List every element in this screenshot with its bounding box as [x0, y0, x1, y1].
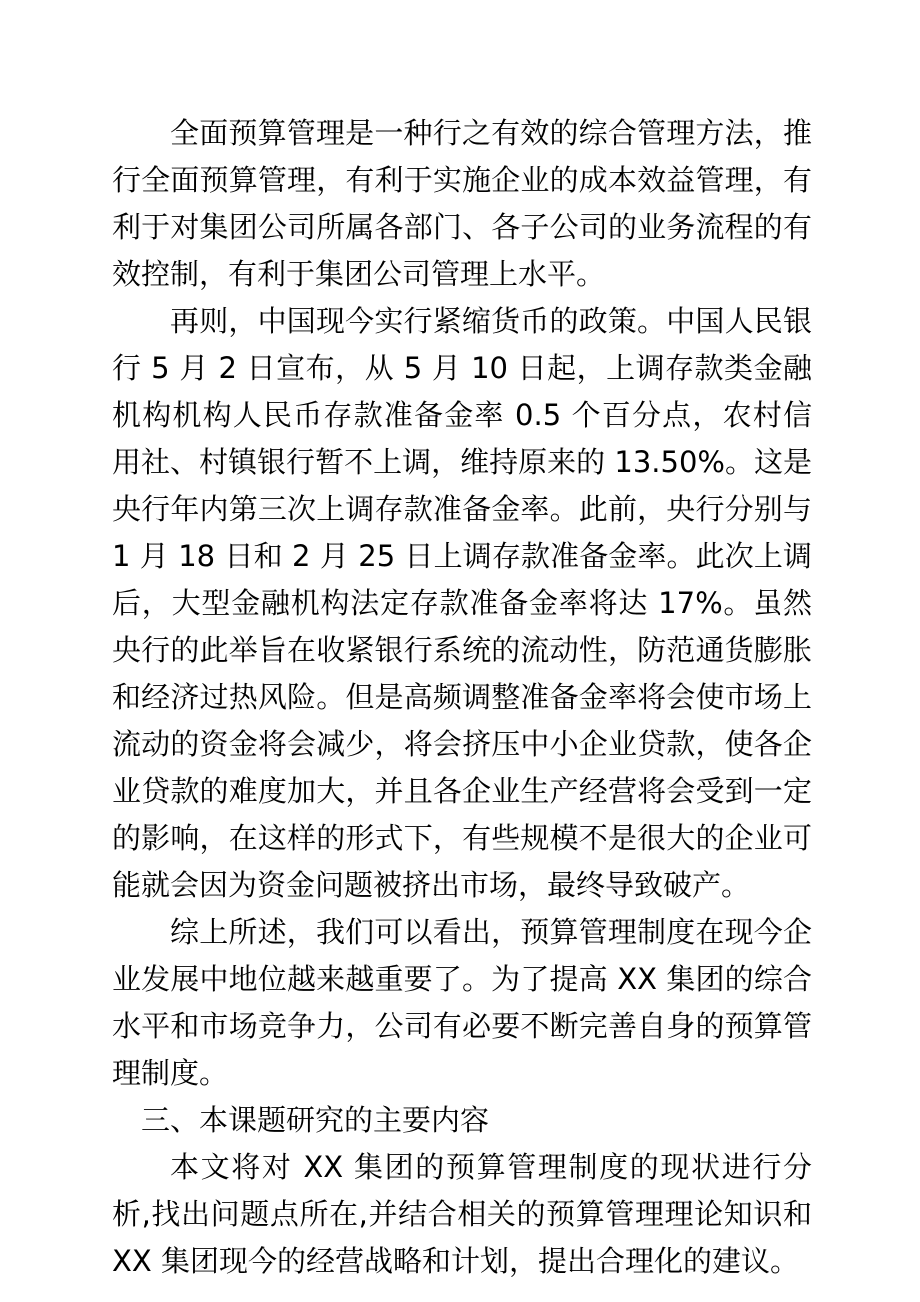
paragraph-summary: 综上所述，我们可以看出，预算管理制度在现今企业发展中地位越来越重要了。为了提高 XX 集团的综合水平和市场竞争力，公司有必要不断完善自身的预算管理制度。 — [112, 915, 812, 1090]
paragraph-budget-management: 全面预算管理是一种行之有效的综合管理方法，推行全面预算管理，有利于实施企业的成本效益管理，有利于对集团公司所属各部门、各子公司的业务流程的有效控制，有利于集团公司管理上水平。 — [112, 116, 812, 291]
document-body — [112, 110, 822, 1285]
paragraph-research-content: 本文将对 XX 集团的预算管理制度的现状进行分析,找出问题点所在,并结合相关的预算管理理论知识和 XX 集团现今的经营战略和计划，提出合理化的建议。 — [112, 1150, 822, 1278]
paragraph-monetary-policy: 再则，中国现今实行紧缩货币的政策。中国人民银行 5 月 2 日宣布，从 5 月 10 日起，上调存款类金融机构机构人民币存款准备金率 0.5 个百分点，农村信用社、村镇银行暂不上调，维持原来的 13.50%。这是央行年内第三次上调存款准备金率。此前，央行分别与 1 月 18 日和 2 月 25 日上调存款准备金率。此次上调后，大型金融机构法定存款准备金率将达 17%。虽然央行的此举旨在收紧银行系统的流动性，防范通货膨胀和经济过热风险。但是高频调整准备金率将会使市场上流动的资金将会减少，将会挤压中小企业贷款，使各企业贷款的难度加大，并且各企业生产经营将会受到一定的影响，在这样的形式下，有些规模不是很大的企业可能就会因为资金问题被挤出市场，最终导致破产。 — [112, 304, 822, 902]
section-heading: 三、本课题研究的主要内容 — [141, 1103, 490, 1137]
